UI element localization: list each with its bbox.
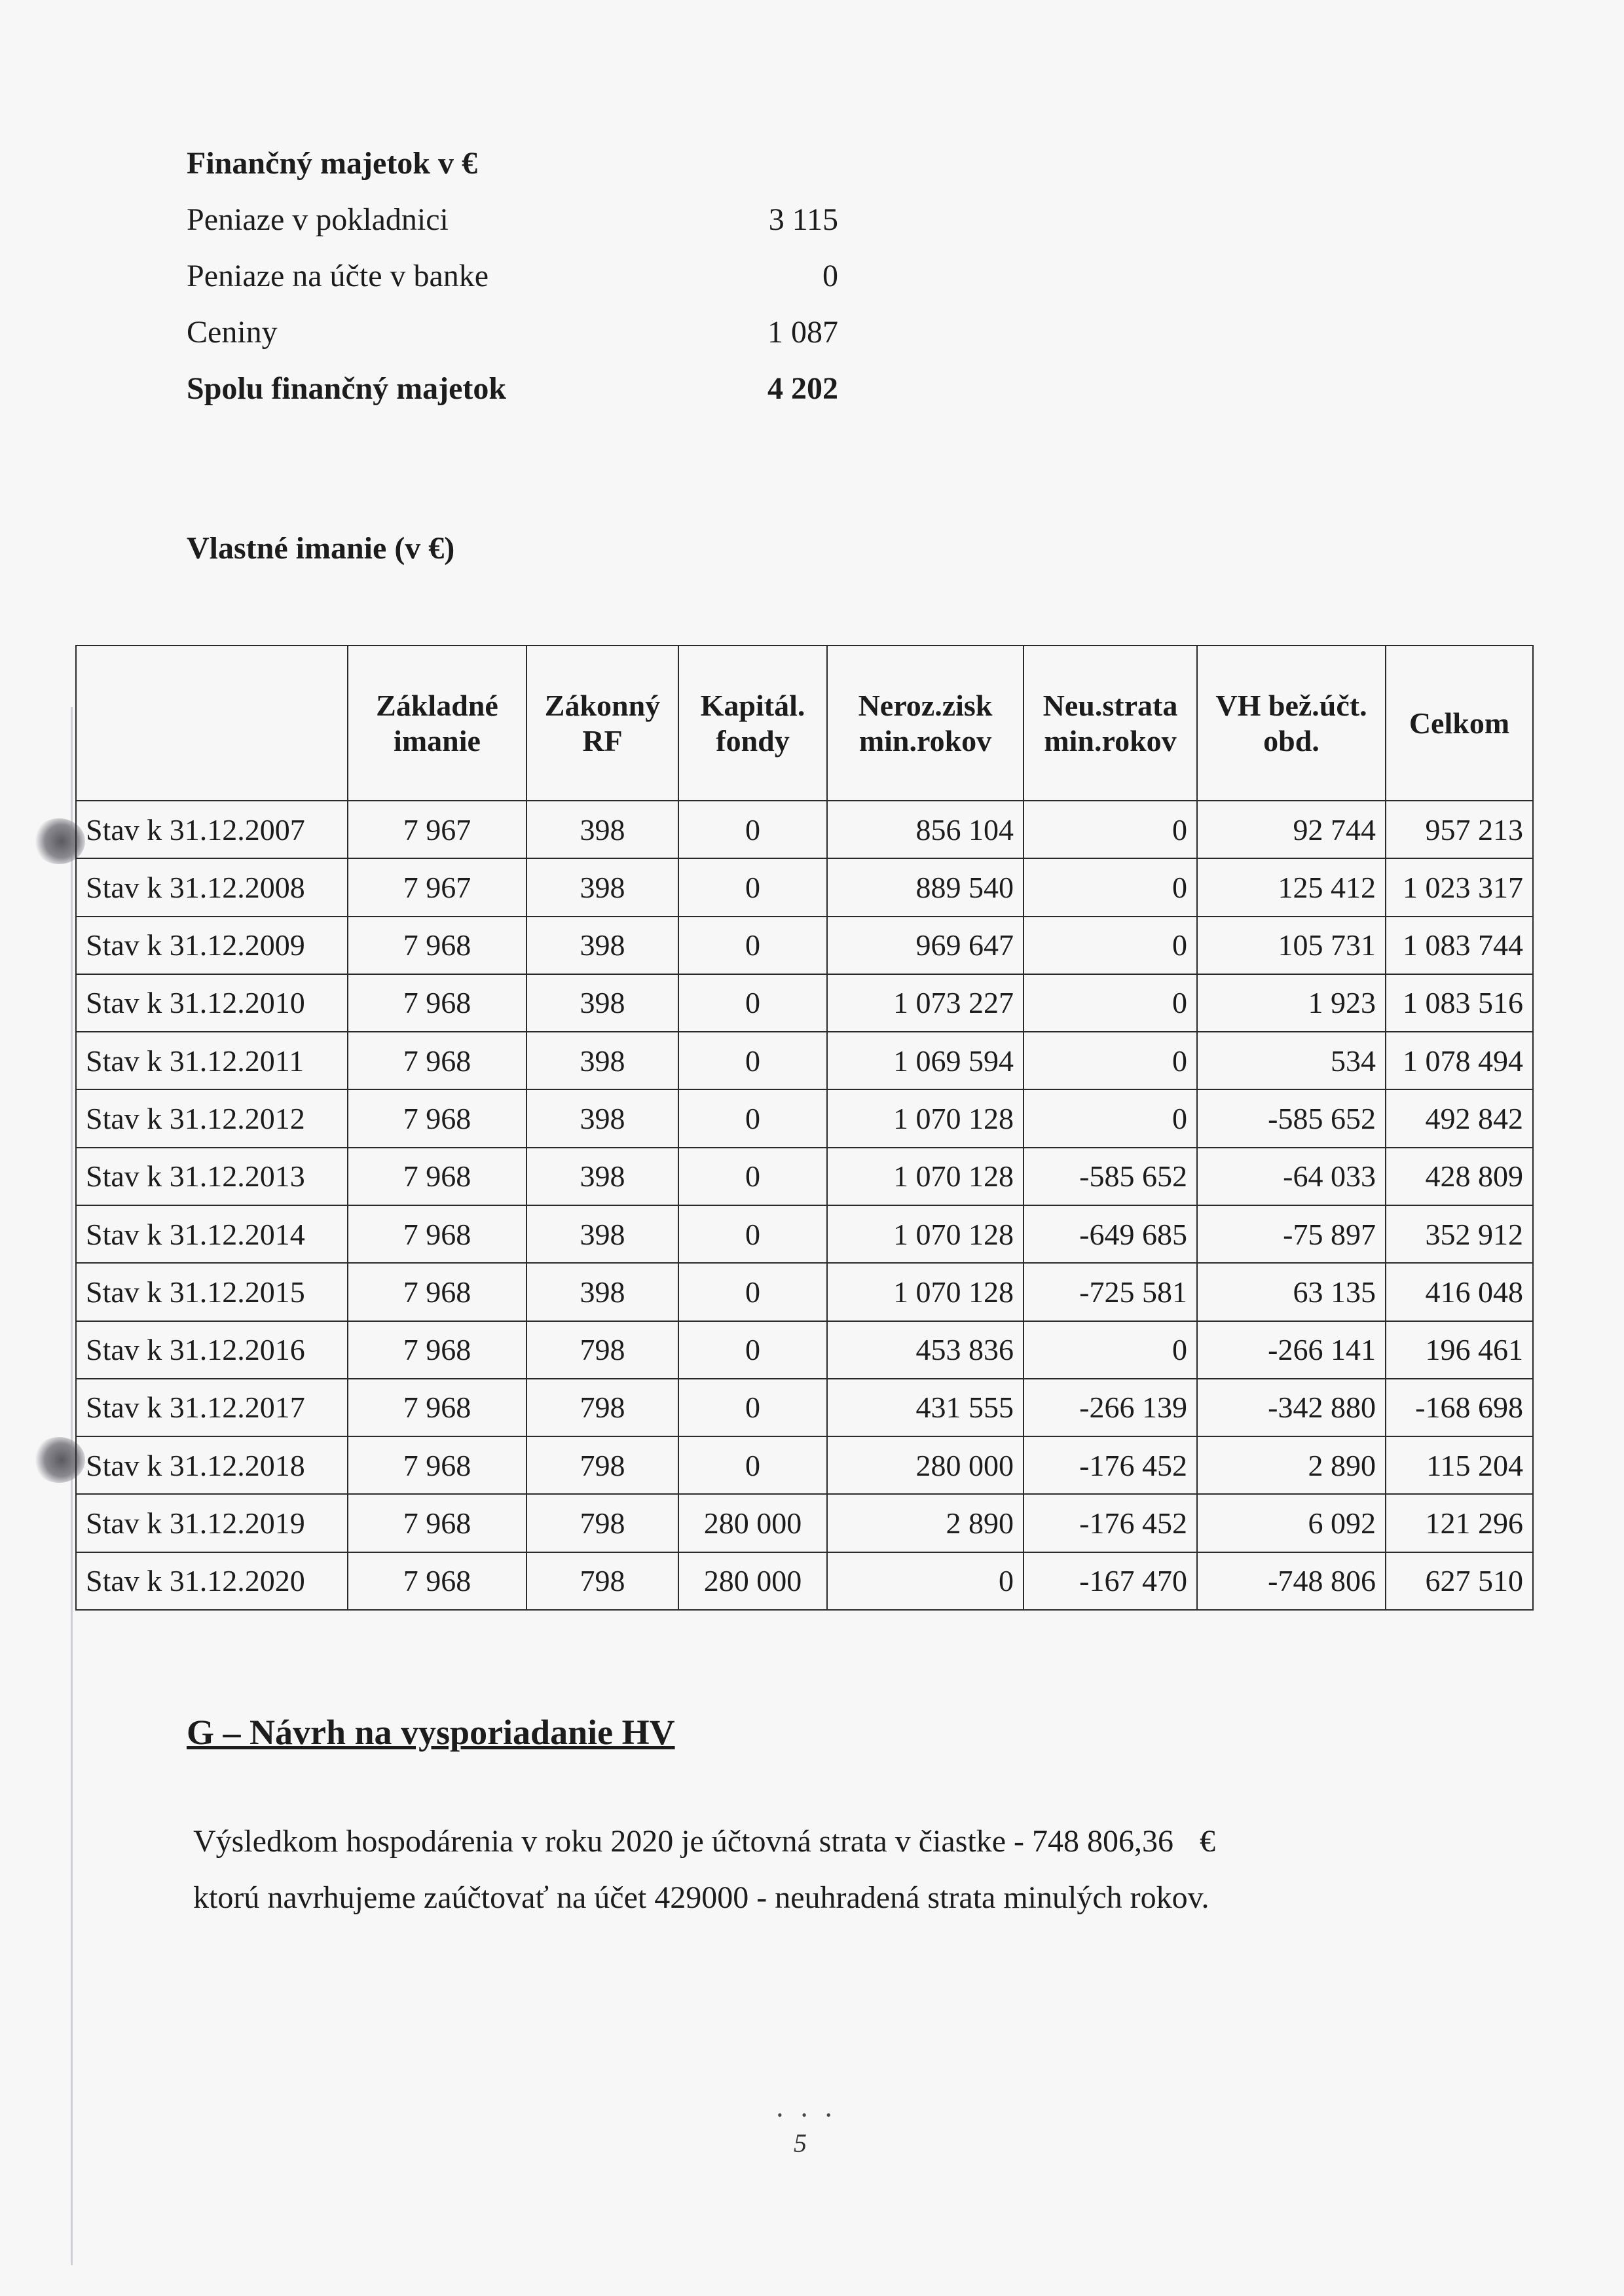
asset-label: Peniaze v pokladnici [187, 202, 449, 237]
value-cell: 0 [1024, 917, 1197, 974]
value-cell: -725 581 [1024, 1263, 1197, 1321]
value-cell: 798 [526, 1379, 678, 1436]
value-cell: 798 [526, 1552, 678, 1610]
value-cell: 398 [526, 917, 678, 974]
value-cell: 0 [1024, 858, 1197, 916]
asset-value: 3 115 [768, 202, 838, 237]
equity-table-row [76, 1379, 1533, 1436]
equity-header-row [76, 646, 1533, 801]
row-label-cell: Stav k 31.12.2013 [76, 1148, 348, 1205]
value-cell: -167 470 [1024, 1552, 1197, 1610]
value-cell: -649 685 [1024, 1205, 1197, 1263]
row-label-cell: Stav k 31.12.2016 [76, 1321, 348, 1379]
value-cell: 416 048 [1386, 1263, 1533, 1321]
total-value: 4 202 [767, 371, 838, 406]
value-cell: 352 912 [1386, 1205, 1533, 1263]
total-label: Spolu finančný majetok [187, 371, 507, 406]
asset-label: Ceniny [187, 315, 278, 350]
equity-table-row [76, 1205, 1533, 1263]
value-cell: 889 540 [827, 858, 1024, 916]
equity-table-row [76, 974, 1533, 1032]
value-cell: 0 [678, 1148, 827, 1205]
equity-table-row [76, 858, 1533, 916]
value-cell: -64 033 [1197, 1148, 1386, 1205]
section-g-line1 [193, 1813, 1470, 1870]
row-label-cell: Stav k 31.12.2010 [76, 974, 348, 1032]
value-cell: 7 968 [348, 974, 526, 1032]
header-cell [76, 646, 348, 801]
value-cell: 7 968 [348, 917, 526, 974]
value-cell: 1 083 744 [1386, 917, 1533, 974]
value-cell: 0 [678, 1032, 827, 1089]
value-cell: 0 [678, 1263, 827, 1321]
value-cell: 0 [678, 858, 827, 916]
value-cell: 7 967 [348, 801, 526, 858]
value-cell: 798 [526, 1494, 678, 1552]
value-cell: 7 968 [348, 1032, 526, 1089]
value-cell: 125 412 [1197, 858, 1386, 916]
row-label-cell: Stav k 31.12.2019 [76, 1494, 348, 1552]
value-cell: 2 890 [1197, 1436, 1386, 1494]
value-cell: 7 968 [348, 1321, 526, 1379]
value-cell: 957 213 [1386, 801, 1533, 858]
equity-table-row [76, 1263, 1533, 1321]
value-cell: 969 647 [827, 917, 1024, 974]
header-cell: VH bež.účt. obd. [1197, 646, 1386, 801]
value-cell: 398 [526, 1148, 678, 1205]
value-cell: 0 [1024, 974, 1197, 1032]
value-cell: 7 968 [348, 1436, 526, 1494]
value-cell: 1 078 494 [1386, 1032, 1533, 1089]
value-cell: 0 [1024, 1321, 1197, 1379]
value-cell: 280 000 [678, 1494, 827, 1552]
value-cell: -585 652 [1024, 1148, 1197, 1205]
financial-asset-row [187, 314, 855, 371]
row-label-cell: Stav k 31.12.2007 [76, 801, 348, 858]
value-cell: 0 [678, 1436, 827, 1494]
equity-title: Vlastné imanie (v €) [187, 531, 455, 566]
value-cell: 856 104 [827, 801, 1024, 858]
value-cell: 280 000 [678, 1552, 827, 1610]
row-label-cell: Stav k 31.12.2014 [76, 1205, 348, 1263]
equity-table-row [76, 1436, 1533, 1494]
row-label-cell: Stav k 31.12.2015 [76, 1263, 348, 1321]
equity-table-row [76, 1494, 1533, 1552]
value-cell: 115 204 [1386, 1436, 1533, 1494]
value-cell: -266 141 [1197, 1321, 1386, 1379]
value-cell: 6 092 [1197, 1494, 1386, 1552]
value-cell: 121 296 [1386, 1494, 1533, 1552]
value-cell: 1 070 128 [827, 1205, 1024, 1263]
value-cell: 1 070 128 [827, 1263, 1024, 1321]
asset-label: Peniaze na účte v banke [187, 259, 489, 293]
value-cell: 627 510 [1386, 1552, 1533, 1610]
value-cell: 196 461 [1386, 1321, 1533, 1379]
value-cell: 63 135 [1197, 1263, 1386, 1321]
value-cell: 2 890 [827, 1494, 1024, 1552]
header-cell: Základné imanie [348, 646, 526, 801]
equity-table-body [76, 801, 1533, 1610]
equity-table-row [76, 1321, 1533, 1379]
value-cell: 431 555 [827, 1379, 1024, 1436]
value-cell: 398 [526, 974, 678, 1032]
value-cell: -75 897 [1197, 1205, 1386, 1263]
value-cell: 1 083 516 [1386, 974, 1533, 1032]
value-cell: 398 [526, 1089, 678, 1147]
equity-table [75, 645, 1534, 1611]
financial-assets-total-row [187, 371, 855, 427]
value-cell: 534 [1197, 1032, 1386, 1089]
value-cell: 7 968 [348, 1494, 526, 1552]
value-cell: 0 [678, 974, 827, 1032]
currency-symbol: € [1200, 1824, 1215, 1859]
value-cell: -176 452 [1024, 1494, 1197, 1552]
row-label-cell: Stav k 31.12.2008 [76, 858, 348, 916]
value-cell: -168 698 [1386, 1379, 1533, 1436]
equity-table-row [76, 1148, 1533, 1205]
financial-assets-block [187, 145, 855, 427]
section-g-text [193, 1813, 1470, 1926]
row-label-cell: Stav k 31.12.2011 [76, 1032, 348, 1089]
value-cell: 7 968 [348, 1089, 526, 1147]
value-cell: 798 [526, 1436, 678, 1494]
equity-table-row [76, 1552, 1533, 1610]
financial-asset-row [187, 202, 855, 258]
value-cell: 92 744 [1197, 801, 1386, 858]
value-cell: 0 [678, 1089, 827, 1147]
value-cell: -748 806 [1197, 1552, 1386, 1610]
value-cell: 0 [827, 1552, 1024, 1610]
value-cell: 0 [678, 917, 827, 974]
footer-dots: • • • [777, 2107, 840, 2123]
asset-value: 1 087 [767, 315, 838, 350]
value-cell: -176 452 [1024, 1436, 1197, 1494]
equity-table-row [76, 1089, 1533, 1147]
value-cell: 0 [1024, 801, 1197, 858]
value-cell: 0 [1024, 1032, 1197, 1089]
value-cell: 0 [678, 1379, 827, 1436]
equity-table-row [76, 801, 1533, 858]
value-cell: -266 139 [1024, 1379, 1197, 1436]
value-cell: 7 968 [348, 1148, 526, 1205]
value-cell: 280 000 [827, 1436, 1024, 1494]
header-cell: Neroz.zisk min.rokov [827, 646, 1024, 801]
value-cell: 398 [526, 801, 678, 858]
value-cell: 0 [678, 1321, 827, 1379]
row-label-cell: Stav k 31.12.2020 [76, 1552, 348, 1610]
row-label-cell: Stav k 31.12.2017 [76, 1379, 348, 1436]
value-cell: 0 [678, 1205, 827, 1263]
row-label-cell: Stav k 31.12.2012 [76, 1089, 348, 1147]
section-g-line2: ktorú navrhujeme zaúčtovať na účet 429000 - neuhradená strata minulých rokov. [193, 1880, 1209, 1915]
financial-assets-title-row [187, 145, 855, 202]
value-cell: 1 023 317 [1386, 858, 1533, 916]
value-cell: 7 968 [348, 1205, 526, 1263]
equity-table-row [76, 917, 1533, 974]
value-cell: 798 [526, 1321, 678, 1379]
asset-value: 0 [822, 259, 838, 293]
value-cell: 105 731 [1197, 917, 1386, 974]
value-cell: 7 968 [348, 1379, 526, 1436]
value-cell: 398 [526, 1205, 678, 1263]
value-cell: 7 967 [348, 858, 526, 916]
header-cell: Celkom [1386, 646, 1533, 801]
value-cell: 398 [526, 1263, 678, 1321]
value-cell: 1 069 594 [827, 1032, 1024, 1089]
financial-assets-title: Finančný majetok v € [187, 146, 477, 181]
section-g-line1-text: Výsledkom hospodárenia v roku 2020 je účtovná strata v čiastke - 748 806,36 [193, 1824, 1173, 1859]
value-cell: 7 968 [348, 1263, 526, 1321]
header-cell: Kapitál. fondy [678, 646, 827, 801]
value-cell: 1 070 128 [827, 1148, 1024, 1205]
value-cell: 1 073 227 [827, 974, 1024, 1032]
value-cell: 0 [678, 801, 827, 858]
binder-edge-line [71, 707, 73, 2265]
value-cell: 398 [526, 858, 678, 916]
header-cell: Neu.strata min.rokov [1024, 646, 1197, 801]
equity-table-row [76, 1032, 1533, 1089]
financial-asset-row [187, 258, 855, 314]
row-label-cell: Stav k 31.12.2009 [76, 917, 348, 974]
value-cell: -342 880 [1197, 1379, 1386, 1436]
value-cell: 7 968 [348, 1552, 526, 1610]
value-cell: 428 809 [1386, 1148, 1533, 1205]
value-cell: 492 842 [1386, 1089, 1533, 1147]
value-cell: 398 [526, 1032, 678, 1089]
header-cell: Zákonný RF [526, 646, 678, 801]
value-cell: 1 923 [1197, 974, 1386, 1032]
value-cell: 453 836 [827, 1321, 1024, 1379]
row-label-cell: Stav k 31.12.2018 [76, 1436, 348, 1494]
value-cell: -585 652 [1197, 1089, 1386, 1147]
value-cell: 0 [1024, 1089, 1197, 1147]
section-g-heading: G – Návrh na vysporiadanie HV [187, 1713, 675, 1752]
page-number: 5 [794, 2128, 807, 2158]
value-cell: 1 070 128 [827, 1089, 1024, 1147]
